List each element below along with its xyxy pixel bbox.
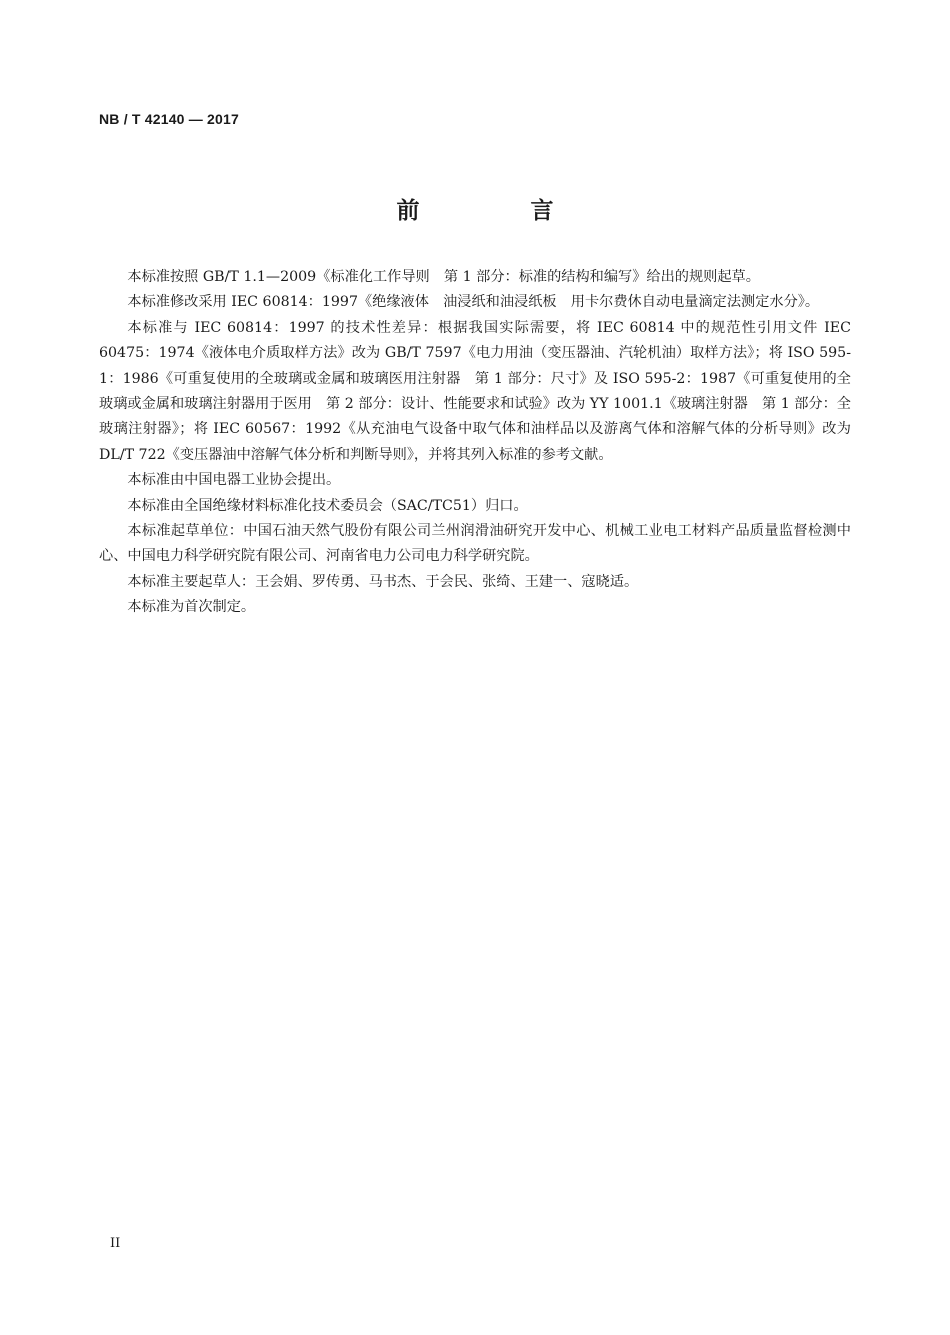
page-title: 前 言 (396, 198, 598, 224)
paragraph-first-edition: 本标准为首次制定。 (127, 599, 256, 616)
paragraph-adoption: 本标准修改采用 IEC 60814：1997《绝缘液体 油浸纸和油浸纸板 用卡尔费休自动电量滴定法测定水分》。 (127, 294, 820, 311)
standard-code: NB / T 42140 — 2017 (99, 111, 239, 127)
paragraph-technical-differences: 本标准与 IEC 60814：1997 的技术性差异：根据我国实际需要，将 IEC 60814 中的规范性引用文件 IEC 60475：1974《液体电介质取样方法》改为 GB/T 7597《电力用油（变压器油、汽轮机油）取样方法》；将 ISO 595-1：1986《可重复使用的全玻璃或金属和玻璃医用注射器 第 1 部分：尺寸》及 ISO 595-2：1987《可重复使用的全玻璃或金属和玻璃注射器用于医用 第 2 部分：设计、性能要求和试验》改为 YY 1001.1《玻璃注射器 第 1 部分：全玻璃注射器》；将 IEC 60567：1992《从充油电气设备中取气体和油样品以及游离气体和溶解气体的分析导则》改为 DL/T 722《变压器油中溶解气体分析和判断导则》，并将其列入标准的参考文献。 (99, 319, 851, 463)
paragraph-proposer: 本标准由中国电器工业协会提出。 (127, 472, 341, 489)
paragraph-drafters: 本标准主要起草人：王会娟、罗传勇、马书杰、于会民、张绮、王建一、寇晓适。 (127, 573, 639, 590)
foreword-body (99, 265, 851, 621)
paragraph-drafting-rules: 本标准按照 GB/T 1.1—2009《标准化工作导则 第 1 部分：标准的结构和编写》给出的规则起草。 (127, 269, 760, 285)
page-number: II (110, 1236, 121, 1251)
paragraph-committee: 本标准由全国绝缘材料标准化技术委员会（SAC/TC51）归口。 (127, 497, 528, 514)
paragraph-drafting-units: 本标准起草单位：中国石油天然气股份有限公司兰州润滑油研究开发中心、机械工业电工材料产品质量监督检测中心、中国电力科学研究院有限公司、河南省电力公司电力科学研究院。 (99, 523, 851, 565)
